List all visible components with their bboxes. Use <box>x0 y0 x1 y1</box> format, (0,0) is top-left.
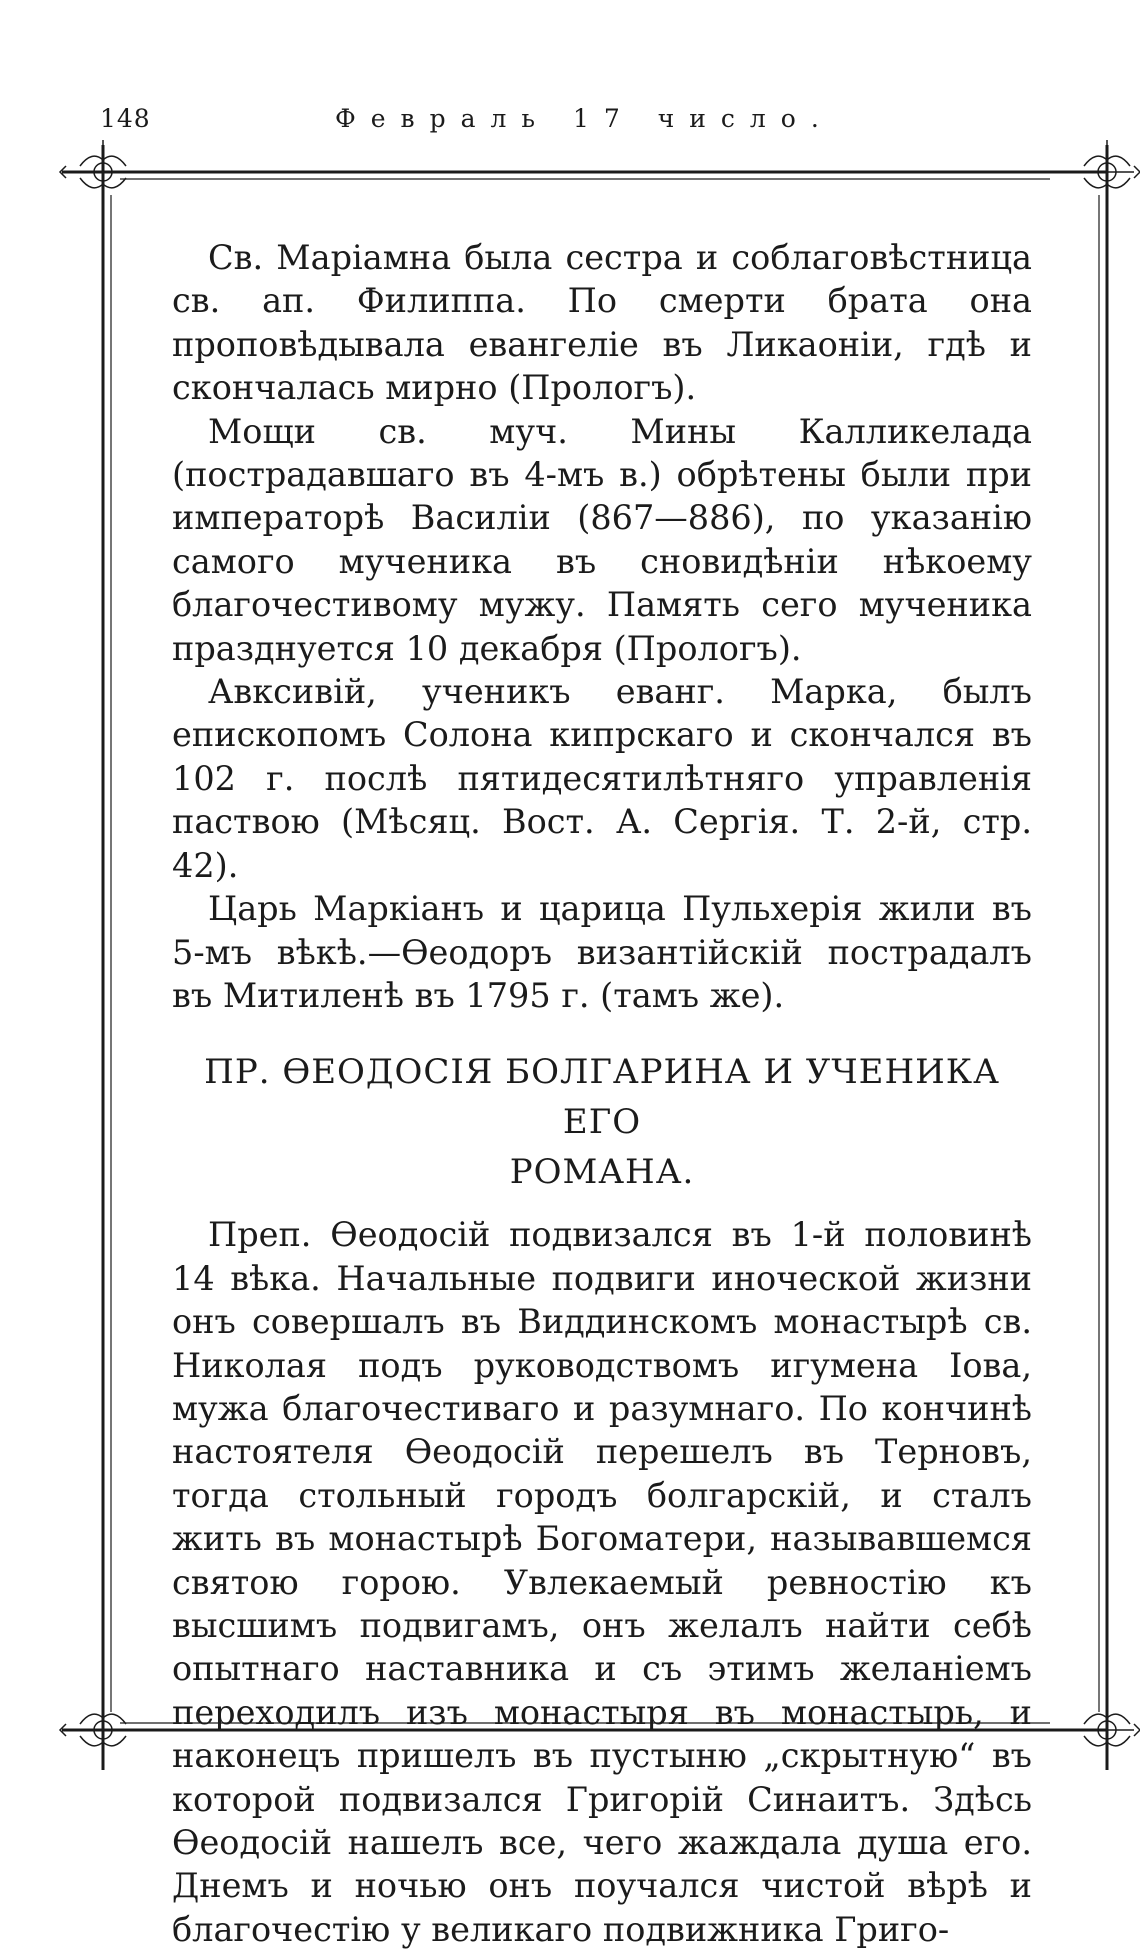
corner-ornament-top-right <box>1070 140 1140 204</box>
paragraph-feodosiy: Преп. Ѳеодосій подвизался въ 1-й половинѣ 14 вѣка. Начальные подвиги иноческой жизни онъ совершалъ въ Виддинскомъ монастырѣ св. Николая подъ руководствомъ игумена Іова, мужа благочестиваго и разумнаго. По кончинѣ настоятеля Ѳеодосій перешелъ въ Терновъ, тогда стольный городъ болгарскій, и сталъ жить въ монастырѣ Богоматери, называвшемся святою горою. Увлекаемый ревностію къ высшимъ подвигамъ, онъ желалъ найти себѣ опытнаго наставника и съ этимъ желаніемъ переходилъ изъ монастыря въ монастырь, и наконецъ пришелъ въ пустыню „скрытную“ въ которой подвизался Григорій Синаитъ. Здѣсь Ѳеодосій нашелъ все, чего жаждала душа его. Днемъ и ночью онъ поучался чистой вѣрѣ и благочестію у великаго подвижника Григо- <box>172 1215 1032 1949</box>
paragraph-mina: Мощи св. муч. Мины Калликелада (пострадавшаго въ 4-мъ в.) обрѣтены были при императорѣ Василіи (867—886), по указанію самого мученика въ сновидѣніи нѣкоему благочестивому мужу. Память сего мученика празднуется 10 декабря (Прологъ). <box>172 411 1032 668</box>
section-heading <box>172 1047 1032 1197</box>
page-number: 148 <box>100 104 151 133</box>
paragraph-mariamna: Св. Маріамна была сестра и соблаговѣстница св. ап. Филиппа. По смерти брата она проповѣдывала евангеліе въ Ликаоніи, гдѣ и скончалась мирно (Прологъ). <box>172 238 1032 408</box>
page-header <box>100 100 1020 144</box>
running-head: Февраль 17 число. <box>335 104 834 133</box>
corner-ornament-top-left <box>60 140 140 204</box>
section-heading-line-1: ПР. ѲЕОДОСІЯ БОЛГАРИНА И УЧЕНИКА ЕГО <box>204 1052 1000 1143</box>
paragraph-markian: Царь Маркіанъ и царица Пульхерія жили въ 5-мъ вѣкѣ.—Ѳеодоръ византійскій пострадалъ въ Митиленѣ въ 1795 г. (тамъ же). <box>172 889 1032 1015</box>
corner-ornament-bottom-left <box>60 1698 140 1770</box>
body-text <box>172 236 1032 1951</box>
corner-ornament-bottom-right <box>1070 1698 1140 1770</box>
section-heading-line-2: РОМАНА. <box>509 1152 695 1193</box>
paragraph-avksiviy: Авксивій, ученикъ еванг. Марка, былъ епископомъ Солона кипрскаго и скончался въ 102 г. послѣ пятидесятилѣтняго управленія паствою (Мѣсяц. Вост. А. Сергія. Т. 2-й, стр. 42). <box>172 672 1032 885</box>
